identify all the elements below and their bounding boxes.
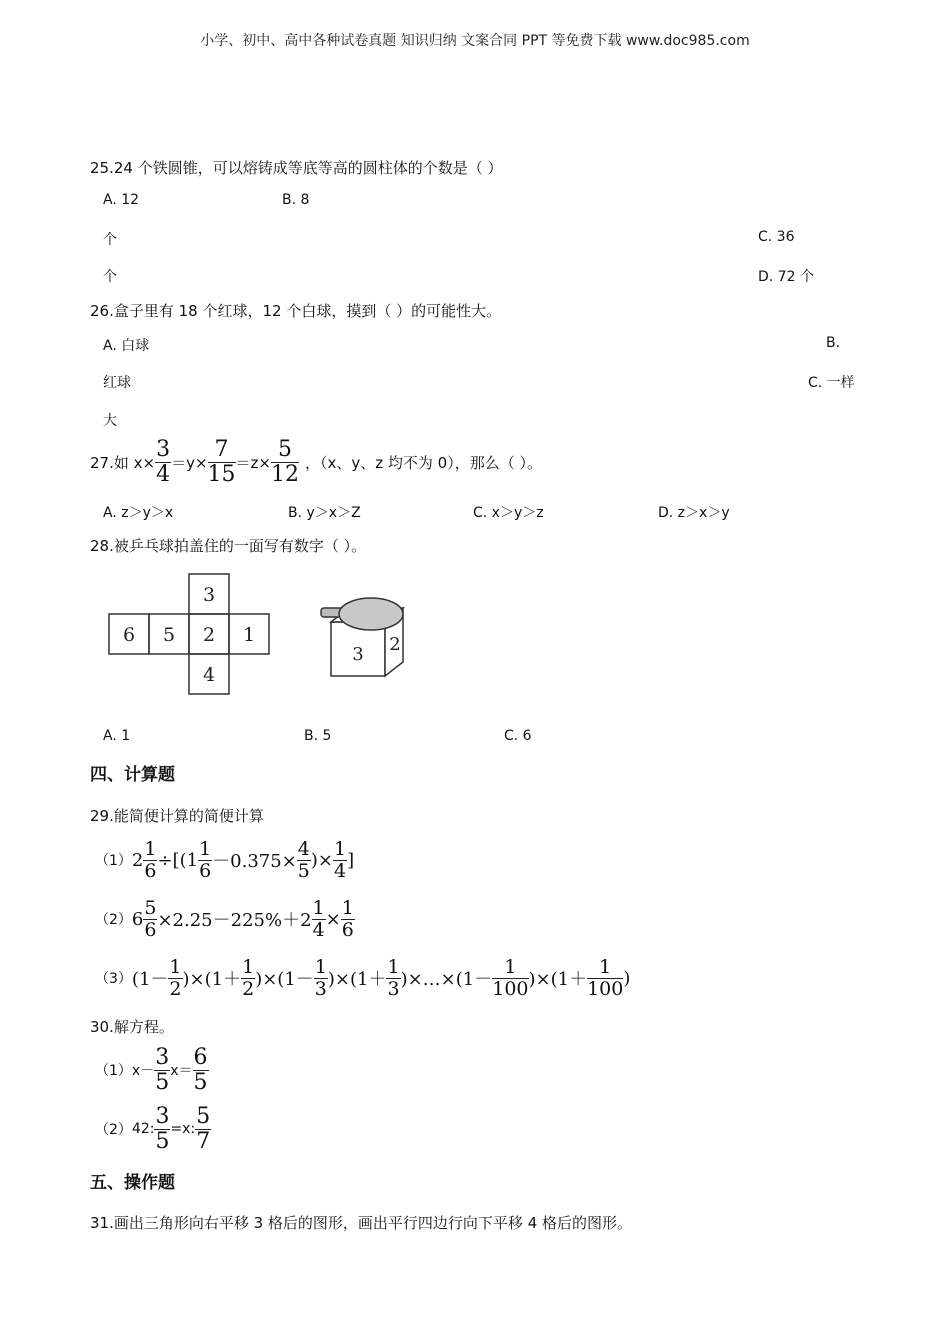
q25-option-c: C. 36 bbox=[758, 229, 795, 245]
net-face-mid-left: 5 bbox=[162, 624, 176, 646]
q28-option-c: C. 6 bbox=[504, 728, 532, 744]
fraction-1-2: $\frac{1}{2}$ bbox=[169, 955, 182, 1000]
q27-fraction-5-12: $\frac{5}{12}$ bbox=[270, 436, 299, 487]
fraction-1-6: $\frac{1}{6}$ bbox=[341, 896, 354, 941]
net-face-left: 6 bbox=[122, 624, 136, 646]
paddle-head bbox=[339, 598, 403, 630]
q25-option-b: B. 8 bbox=[282, 192, 310, 208]
q26-option-a: A. 白球 bbox=[103, 338, 150, 354]
question-25: 25.24 个铁圆锥，可以熔铸成等底等高的圆柱体的个数是（ ） bbox=[90, 159, 503, 177]
cube-right-face: 2 bbox=[389, 634, 401, 655]
q26-option-c-wrap: 大 bbox=[103, 413, 117, 429]
fraction-1-6: $\frac{1}{6}$ bbox=[144, 837, 157, 882]
question-31: 31.画出三角形向右平移 3 格后的图形，画出平行四边行向下平移 4 格后的图形。 bbox=[90, 1214, 633, 1232]
q27-equals-z: ＝z× bbox=[235, 453, 271, 472]
question-29: 29.能简便计算的简便计算 bbox=[90, 807, 264, 825]
q27-equals-y: ＝y× bbox=[171, 453, 208, 472]
fraction-1-100: $\frac{1}{100}$ bbox=[587, 955, 624, 1000]
fraction-6-5: $\frac{6}{5}$ bbox=[193, 1044, 208, 1095]
cube-front-face: 3 bbox=[352, 644, 364, 665]
q30-equation-2: （2） 42: $\frac{3}{5}$ =x: $\frac{5}{7}$ bbox=[95, 1103, 211, 1154]
fraction-5-7: $\frac{5}{7}$ bbox=[196, 1103, 211, 1154]
q27-option-c: C. x＞y＞z bbox=[473, 505, 544, 521]
question-28: 28.被乒乓球拍盖住的一面写有数字（ ）。 bbox=[90, 537, 367, 555]
fraction-3-5: $\frac{3}{5}$ bbox=[155, 1103, 170, 1154]
q29-part-3: （3） (1－ $\frac{1}{2}$ )×(1＋ $\frac{1}{2}$ )×(1－ $\frac{1}{3}$ )×(1＋ $\frac{1}{3}$ )×…×(1－ $\frac{1}{100}$ )×(1＋ $\frac{1}{100}$ ) bbox=[95, 955, 631, 1000]
q25-option-a: A. 12 bbox=[103, 192, 140, 208]
fraction-1-2: $\frac{1}{2}$ bbox=[242, 955, 255, 1000]
q27-option-d: D. z＞x＞y bbox=[658, 505, 730, 521]
section-operation-title: 五、操作题 bbox=[90, 1173, 175, 1193]
cube-figures bbox=[105, 570, 425, 700]
q25-option-d: D. 72 个 bbox=[758, 269, 814, 285]
q27-fraction-7-15: $\frac{7}{15}$ bbox=[207, 436, 236, 487]
page-header: 小学、初中、高中各种试卷真题 知识归纳 文案合同 PPT 等免费下载 www.doc985.com bbox=[200, 33, 750, 49]
net-face-top: 3 bbox=[202, 584, 216, 606]
q25-unit-wrap-1: 个 bbox=[103, 232, 117, 248]
q26-option-b: B. bbox=[826, 335, 841, 351]
fraction-3-5: $\frac{3}{5}$ bbox=[155, 1044, 170, 1095]
q29-part-2: （2） 6 $\frac{5}{6}$ ×2.25－225%＋2 $\frac{1}{4}$ × $\frac{1}{6}$ bbox=[95, 896, 354, 941]
q28-option-a: A. 1 bbox=[103, 728, 131, 744]
net-face-bottom: 4 bbox=[202, 664, 216, 686]
q28-option-b: B. 5 bbox=[304, 728, 332, 744]
fraction-5-6: $\frac{5}{6}$ bbox=[144, 896, 157, 941]
q25-unit-wrap-2: 个 bbox=[103, 269, 117, 285]
question-26: 26.盒子里有 18 个红球，12 个白球，摸到（ ）的可能性大。 bbox=[90, 302, 502, 320]
q27-suffix: ，（x、y、z 均不为 0），那么（ ）。 bbox=[304, 453, 542, 472]
q27-fraction-3-4: $\frac{3}{4}$ bbox=[156, 436, 171, 487]
net-face-right: 1 bbox=[242, 624, 256, 646]
net-face-center: 2 bbox=[202, 624, 216, 646]
q30-equation-1: （1） x－ $\frac{3}{5}$ x＝ $\frac{6}{5}$ bbox=[95, 1044, 208, 1095]
fraction-1-3: $\frac{1}{3}$ bbox=[387, 955, 400, 1000]
fraction-1-4: $\frac{1}{4}$ bbox=[312, 896, 325, 941]
q26-option-c: C. 一样 bbox=[808, 375, 855, 391]
fraction-1-4: $\frac{1}{4}$ bbox=[333, 837, 347, 882]
fraction-1-3: $\frac{1}{3}$ bbox=[314, 955, 327, 1000]
q27-prefix: 27.如 x× bbox=[90, 453, 156, 472]
question-27 bbox=[90, 437, 542, 487]
q27-option-a: A. z＞y＞x bbox=[103, 505, 174, 521]
question-30: 30.解方程。 bbox=[90, 1018, 174, 1036]
q26-option-b-wrap: 红球 bbox=[103, 375, 131, 391]
fraction-4-5: $\frac{4}{5}$ bbox=[297, 837, 310, 882]
fraction-1-6: $\frac{1}{6}$ bbox=[199, 837, 212, 882]
section-calculation-title: 四、计算题 bbox=[90, 765, 175, 785]
q27-option-b: B. y＞x＞Z bbox=[288, 505, 361, 521]
fraction-1-100: $\frac{1}{100}$ bbox=[492, 955, 529, 1000]
q29-part-1: （1） 2 $\frac{1}{6}$ ÷[(1 $\frac{1}{6}$ －0.375× $\frac{4}{5}$ )× $\frac{1}{4}$ ] bbox=[95, 837, 355, 882]
